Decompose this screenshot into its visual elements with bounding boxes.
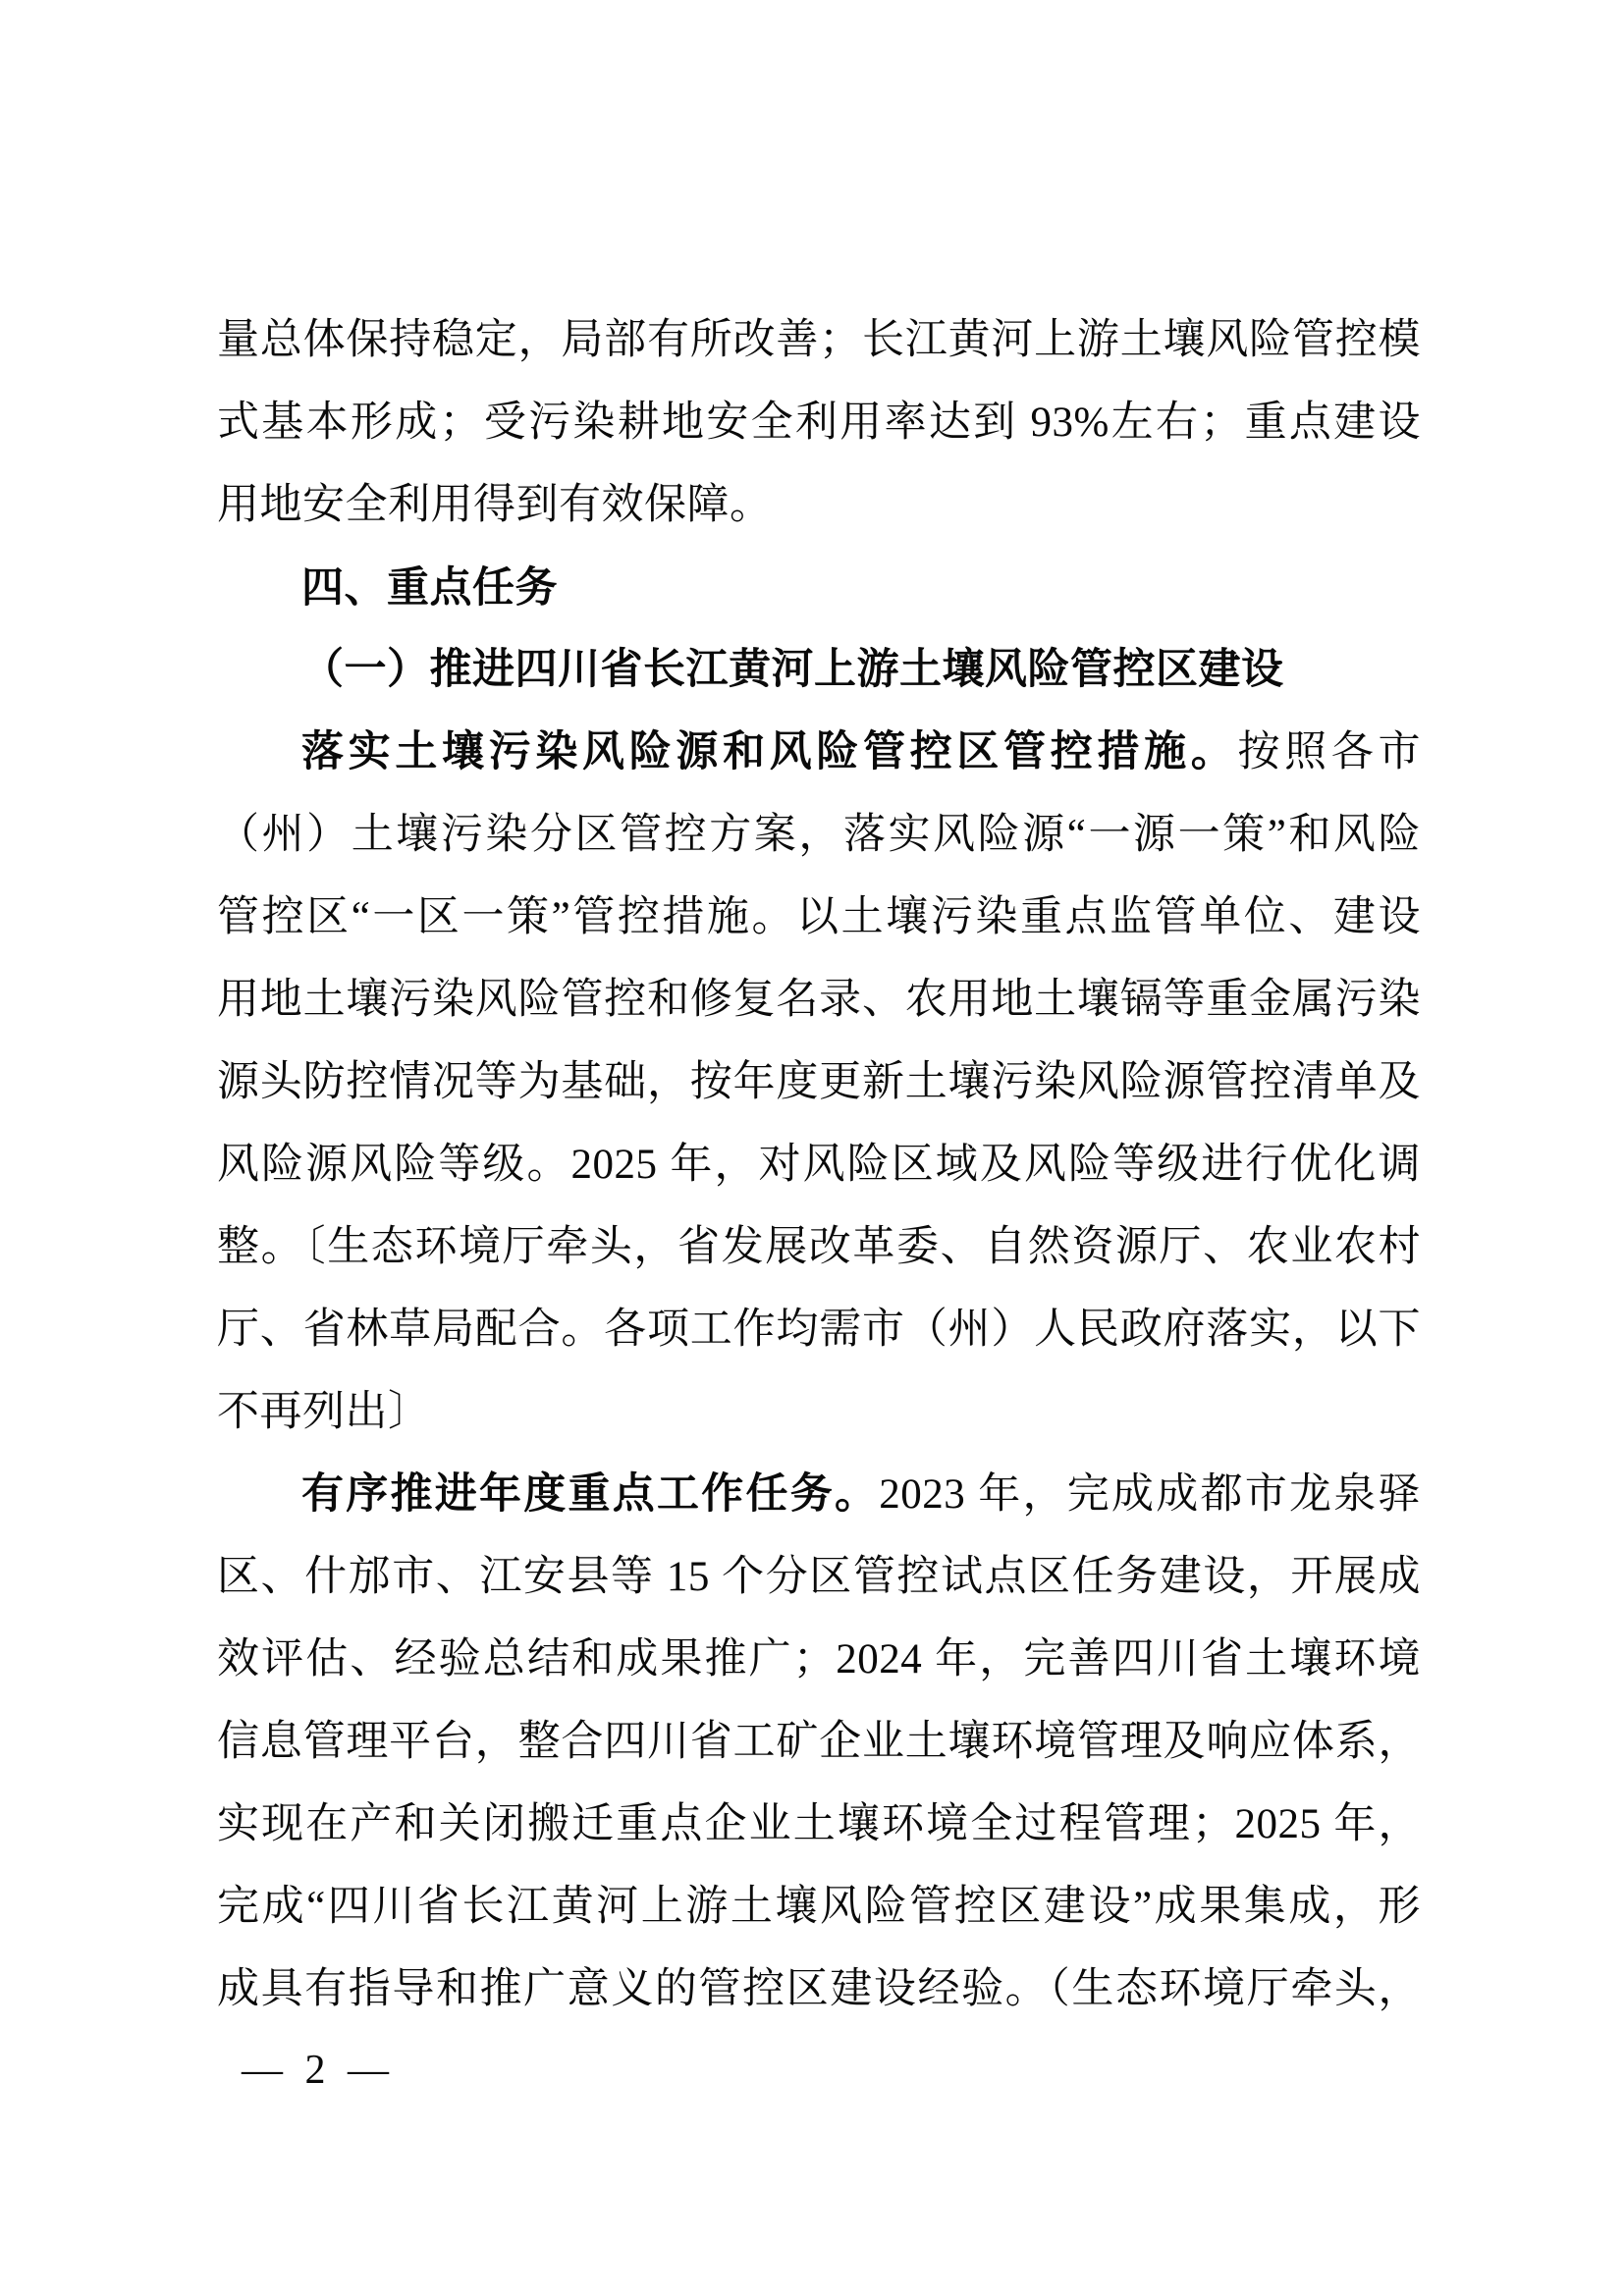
body-line	[217, 794, 1421, 877]
page-footer	[242, 2045, 395, 2096]
paragraph-text: 源头防控情况等为基础，按年度更新土壤污染风险源管控清单及	[217, 1059, 1421, 1105]
paragraph-lead-bold: 落实土壤污染风险源和风险管控区管控措施。	[301, 729, 1238, 775]
paragraph-text: 风险源风险等级。2025 年，对风险区域及风险等级进行优化调	[217, 1142, 1421, 1188]
body-line	[217, 299, 1421, 382]
paragraph-text: 2023 年，完成成都市龙泉驿	[879, 1471, 1421, 1518]
paragraph-text: 信息管理平台，整合四川省工矿企业土壤环境管理及响应体系，	[217, 1719, 1421, 1765]
body-line	[217, 1371, 1421, 1454]
paragraph-text: 按照各市	[1237, 729, 1421, 775]
section-heading	[217, 547, 1421, 629]
body-line	[217, 1701, 1421, 1784]
subsection-heading	[217, 629, 1421, 712]
paragraph-text: （州）土壤污染分区管控方案，落实风险源“一源一策”和风险	[217, 812, 1421, 858]
section-heading-text: 四、重点任务	[301, 564, 558, 612]
document-body	[217, 299, 1421, 2031]
paragraph-text: 厅、省林草局配合。各项工作均需市（州）人民政府落实，以下	[217, 1307, 1421, 1353]
body-line	[217, 959, 1421, 1041]
body-line	[217, 1784, 1421, 1866]
paragraph-text: 区、什邡市、江安县等 15 个分区管控试点区任务建设，开展成	[217, 1554, 1421, 1600]
body-line	[217, 1041, 1421, 1124]
body-line	[217, 1289, 1421, 1371]
paragraph-text: 管控区“一区一策”管控措施。以土壤污染重点监管单位、建设	[217, 894, 1421, 940]
paragraph-text: 实现在产和关闭搬迁重点企业土壤环境全过程管理；2025 年，	[217, 1801, 1421, 1847]
paragraph-text: 用地土壤污染风险管控和修复名录、农用地土壤镉等重金属污染	[217, 977, 1421, 1023]
paragraph-text: 量总体保持稳定，局部有所改善；长江黄河上游土壤风险管控模	[217, 317, 1421, 363]
subsection-heading-text: （一）推进四川省长江黄河上游土壤风险管控区建设	[301, 647, 1284, 693]
body-line	[217, 1866, 1421, 1949]
body-line	[217, 1124, 1421, 1206]
body-line	[217, 712, 1421, 794]
paragraph-text: 用地安全利用得到有效保障。	[217, 482, 773, 528]
paragraph-lead-bold: 有序推进年度重点工作任务。	[301, 1471, 880, 1518]
body-line	[217, 1619, 1421, 1701]
paragraph-text: 效评估、经验总结和成果推广；2024 年，完善四川省土壤环境	[217, 1636, 1421, 1682]
body-line	[217, 1536, 1421, 1619]
body-line	[217, 464, 1421, 547]
body-line	[217, 1949, 1421, 2031]
paragraph-text: 成具有指导和推广意义的管控区建设经验。（生态环境厅牵头，	[217, 1966, 1421, 2012]
body-line	[217, 1206, 1421, 1289]
paragraph-text: 式基本形成；受污染耕地安全利用率达到 93%左右；重点建设	[217, 400, 1421, 446]
paragraph-text: 整。〔生态环境厅牵头，省发展改革委、自然资源厅、农业农村	[217, 1224, 1421, 1270]
body-line	[217, 877, 1421, 959]
page-number-label: — 2 —	[242, 2048, 395, 2093]
body-line	[217, 1454, 1421, 1536]
paragraph-text: 完成“四川省长江黄河上游土壤风险管控区建设”成果集成，形	[217, 1884, 1421, 1930]
paragraph-text: 不再列出〕	[217, 1389, 431, 1435]
body-line	[217, 382, 1421, 464]
